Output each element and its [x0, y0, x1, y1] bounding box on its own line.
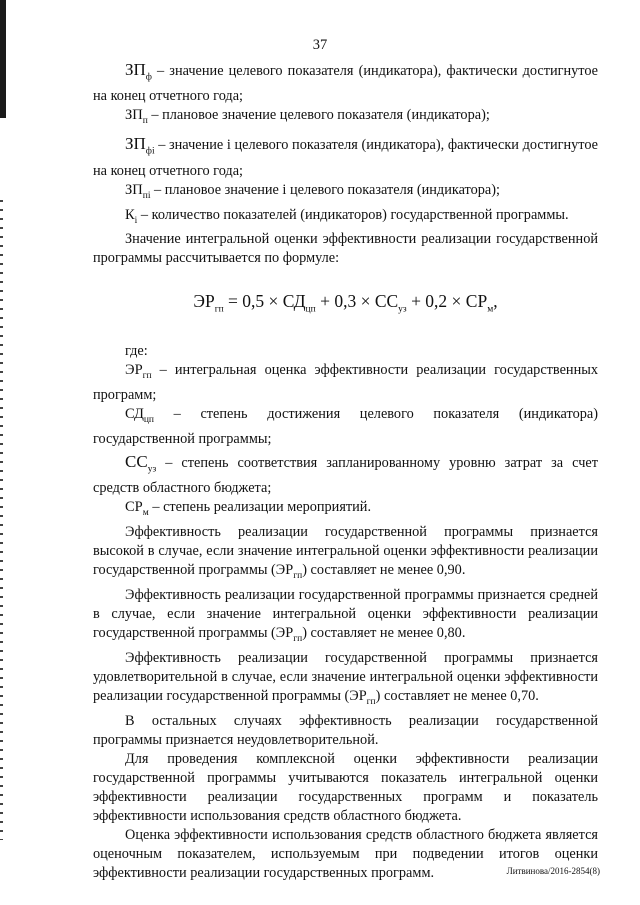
def-er-gp: $ЭР_{гп}$ – интегральная оценка эффективности реализации государственных программ;	[93, 361, 598, 403]
paragraph-satisfactory: Эффективность реализации государственной программы признается удовлетворительной в случае, если значение интегральной оценки эффективности реализации государственной программы $(ЭР_{гп})$ составляет не менее 0,70.	[93, 649, 598, 707]
integral-formula: $ЭР_{гп} = 0,5 \times СД_{цп} + 0,3 \times СС_{уз} + 0,2 \times СР_м$,	[193, 291, 498, 315]
symbol-zp-p: $ЗП_п$	[125, 107, 148, 127]
formula-intro: Значение интегральной оценки эффективности реализации государственной программы рассчитывается по формуле:	[93, 231, 598, 267]
symbol-zp-pi: $ЗП_{пi}$	[125, 181, 151, 201]
document-body	[93, 60, 598, 883]
paragraph-other: В остальных случаях эффективность реализации государственной программы признается неудовлетворительной.	[93, 712, 598, 748]
def-zp-pi: $ЗП_{пi}$ – плановое значение i целевого показателя (индикатора);	[125, 181, 500, 201]
def-ss-uz: $СС_{уз}$ – степень соответствия запланированному уровню затрат за счет средств областного бюджета;	[93, 451, 598, 497]
scan-edge-bar	[0, 0, 6, 118]
paragraph-complex: Для проведения комплексной оценки эффективности реализации государственной программы учитываются показатель интегральной оценки эффективности реализации государственных программ и показатель эффективности использования средств областного бюджета.	[93, 750, 598, 824]
def-sr-m: $СР_м$ – степень реализации мероприятий.	[125, 499, 372, 519]
def-zp-fi: $ЗП_{фi}$ – значение i целевого показателя (индикатора), фактически достигнутое на конец отчетного года;	[93, 134, 598, 179]
symbol-k-i: $К_i$	[125, 206, 138, 226]
where-label: где:	[125, 342, 148, 359]
symbol-zp-fi: $ЗП_{фi}$	[125, 134, 155, 157]
paragraph-high: Эффективность реализации государственной программы признается высокой в случае, если значение интегральной оценки эффективности реализации государственной программы $(ЭР_{гп})$ составляет не менее 0,90.	[93, 524, 598, 581]
symbol-zp-f: $ЗП_ф$	[125, 60, 152, 83]
def-sd-cp: $СД_{цп}$ – степень достижения целевого показателя (индикатора) государственной программы;	[93, 405, 598, 447]
def-zp-p: $ЗП_п$ – плановое значение целевого показателя (индикатора);	[125, 107, 490, 127]
paragraph-medium: Эффективность реализации государственной программы признается средней в случае, если значение интегральной оценки эффективности реализации государственной программы $(ЭР_{гп})$ составляет не менее 0,80.	[93, 586, 598, 644]
scan-edge-marks	[0, 200, 3, 840]
page-number: 37	[312, 37, 328, 53]
paragraph-budget: Оценка эффективности использования средств областного бюджета является оценочным показателем, используемым при подведении итогов оценки эффективности реализации государственных программ.	[93, 826, 598, 881]
def-zp-f: $ЗП_ф$ – значение целевого показателя (индикатора), фактически достигнутое на конец отчетного года;	[93, 60, 598, 105]
footer-doc-id: Литвинова/2016-2854(8)	[506, 866, 600, 876]
def-k-i: $К_i$ – количество показателей (индикаторов) государственной программы.	[125, 206, 569, 226]
